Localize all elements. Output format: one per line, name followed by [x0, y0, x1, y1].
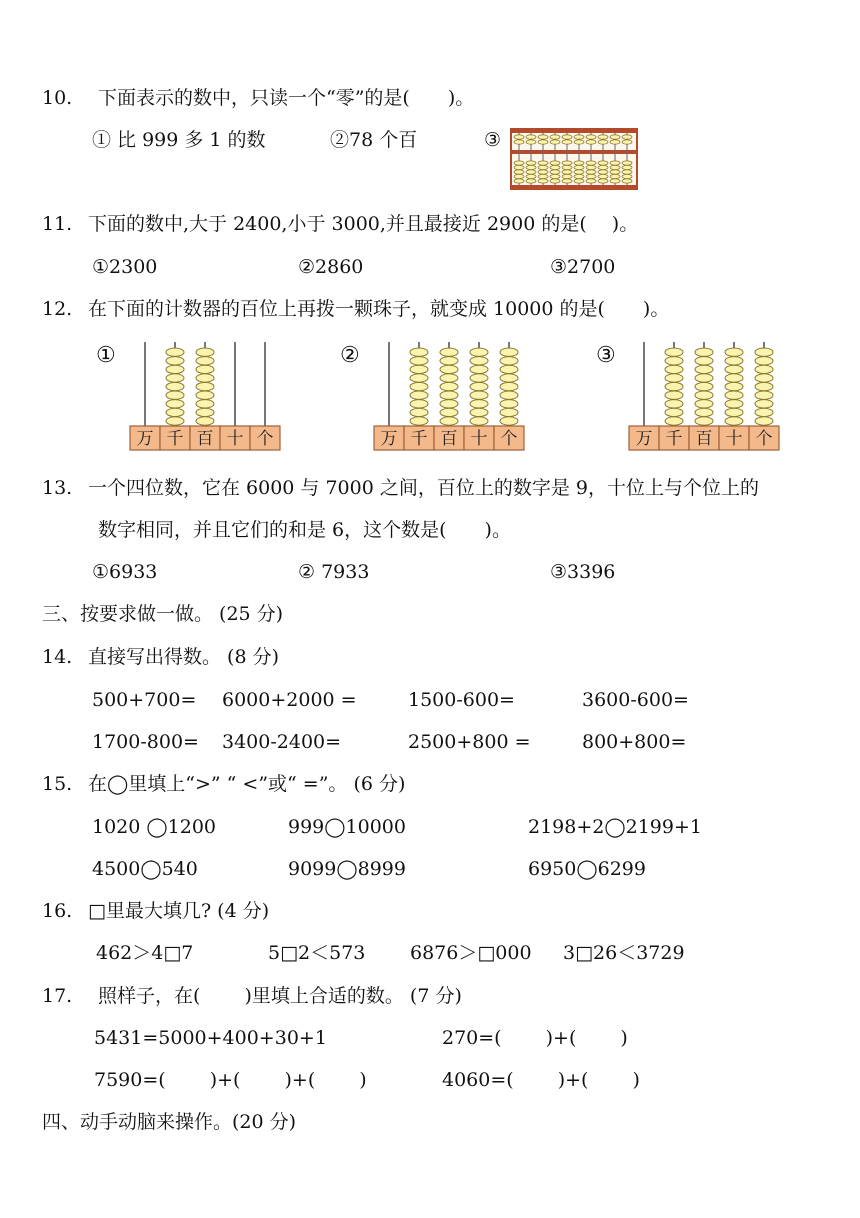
q13-number: 13.	[42, 477, 73, 499]
q17-r2-c1: 7590=( )+( )+( )	[94, 1069, 367, 1091]
counter-bead	[725, 382, 743, 390]
abacus-bead	[526, 170, 536, 174]
counter-bead	[695, 417, 713, 425]
q14-r2-c2: 3400-2400=	[222, 731, 342, 753]
q17-text: 照样子，在( )里填上合适的数。 (7 分)	[98, 985, 462, 1007]
counter-bead	[166, 400, 184, 408]
q16-number: 16.	[42, 900, 73, 922]
counter-bead	[440, 382, 458, 390]
abacus-bead	[574, 161, 584, 165]
abacus-bead	[622, 140, 632, 144]
abacus-bead	[550, 174, 560, 178]
counter-bead	[196, 391, 214, 399]
q17-r1-c1: 5431=5000+400+30+1	[94, 1027, 327, 1049]
counter-bead	[695, 348, 713, 356]
counter-bead	[755, 382, 773, 390]
abacus-bead	[610, 140, 620, 144]
counter-bead	[470, 348, 488, 356]
abacus-bead	[550, 179, 560, 183]
counter-place-label: 千	[665, 429, 683, 449]
q13-line-1: 一个四位数，它在 6000 与 7000 之间，百位上的数字是 9，十位上与个位上的	[88, 477, 759, 499]
q11-option-2: ②2860	[298, 256, 364, 278]
abacus-bead	[550, 140, 560, 144]
counter-2-marker: ②	[340, 343, 360, 368]
counter-bead	[470, 417, 488, 425]
abacus-bead	[574, 179, 584, 183]
counter-bead	[196, 408, 214, 416]
q15-r1-c2: 999◯10000	[288, 816, 406, 838]
abacus-bead	[526, 140, 536, 144]
counter-bead	[410, 374, 428, 382]
q11-number: 11.	[42, 213, 73, 235]
abacus-bead	[622, 135, 632, 139]
counter-bead	[410, 408, 428, 416]
abacus-bead	[598, 174, 608, 178]
abacus-bead	[622, 170, 632, 174]
counter-bead	[196, 417, 214, 425]
counter-3	[627, 340, 783, 452]
q17-r1-c2: 270=( )+( )	[442, 1027, 628, 1049]
counter-bead	[500, 357, 518, 365]
abacus-bead	[610, 161, 620, 165]
counter-bead	[500, 365, 518, 373]
abacus-bead	[598, 161, 608, 165]
counter-bead	[665, 417, 683, 425]
q15-r1-c3: 2198+2◯2199+1	[528, 816, 702, 838]
q13-line-2: 数字相同，并且它们的和是 6，这个数是( )。	[98, 519, 511, 541]
counter-bead	[695, 391, 713, 399]
q11-text: 下面的数中,大于 2400,小于 3000,并且最接近 2900 的是( )。	[88, 213, 639, 235]
counter-bead	[166, 417, 184, 425]
q13-option-2: ② 7933	[298, 561, 370, 583]
abacus-bead	[514, 140, 524, 144]
counter-place-label: 千	[166, 429, 184, 449]
q12-number: 12.	[42, 298, 73, 320]
counter-bead	[725, 365, 743, 373]
counter-bead	[196, 357, 214, 365]
counter-bead	[725, 357, 743, 365]
abacus-bead	[586, 140, 596, 144]
abacus-bead	[514, 161, 524, 165]
counter-bead	[470, 365, 488, 373]
counter-bead	[196, 365, 214, 373]
counter-bead	[665, 348, 683, 356]
q14-r2-c3: 2500+800 =	[408, 731, 531, 753]
counter-bead	[440, 391, 458, 399]
q16-item-1: 462＞4□7	[96, 942, 194, 964]
counter-bead	[440, 374, 458, 382]
counter-bead	[410, 365, 428, 373]
q10-option-2: ②78 个百	[330, 129, 418, 151]
counter-bead	[470, 374, 488, 382]
counter-bead	[440, 357, 458, 365]
counter-bead	[440, 400, 458, 408]
counter-bead	[695, 400, 713, 408]
abacus-bead	[574, 165, 584, 169]
q12-text: 在下面的计数器的百位上再拨一颗珠子，就变成 10000 的是( )。	[88, 298, 670, 320]
abacus-bead	[598, 135, 608, 139]
counter-bead	[470, 357, 488, 365]
counter-bead	[500, 400, 518, 408]
abacus-bead	[622, 179, 632, 183]
abacus-bead	[586, 170, 596, 174]
counter-bead	[470, 382, 488, 390]
q16-item-3: 6876＞□000	[410, 942, 532, 964]
counter-bead	[410, 391, 428, 399]
abacus-bead	[562, 179, 572, 183]
counter-bead	[196, 374, 214, 382]
counter-1-marker: ①	[96, 343, 116, 368]
section-3-heading: 三、按要求做一做。 (25 分)	[42, 603, 284, 625]
counter-bead	[755, 391, 773, 399]
q13-option-3: ③3396	[550, 561, 616, 583]
abacus-bead	[538, 174, 548, 178]
q17-number: 17.	[42, 985, 73, 1007]
counter-bead	[695, 408, 713, 416]
q13-option-1: ①6933	[92, 561, 158, 583]
counter-bead	[755, 348, 773, 356]
counter-bead	[410, 417, 428, 425]
counter-bead	[755, 408, 773, 416]
q10-number: 10.	[42, 87, 73, 109]
abacus-bead	[622, 174, 632, 178]
q14-text: 直接写出得数。 (8 分)	[88, 646, 279, 668]
abacus-bead	[586, 165, 596, 169]
q16-item-2: 5□2＜573	[268, 942, 366, 964]
q15-r2-c3: 6950◯6299	[528, 858, 646, 880]
q15-r2-c2: 9099◯8999	[288, 858, 406, 880]
counter-bead	[665, 365, 683, 373]
counter-bead	[440, 417, 458, 425]
abacus-image	[510, 128, 638, 190]
abacus-bead	[598, 140, 608, 144]
counter-bead	[470, 391, 488, 399]
abacus-bead	[598, 179, 608, 183]
q14-r1-c4: 3600-600=	[582, 689, 689, 711]
counter-bead	[500, 391, 518, 399]
counter-bead	[665, 374, 683, 382]
abacus-bead	[562, 135, 572, 139]
abacus-bead	[526, 135, 536, 139]
counter-bead	[500, 374, 518, 382]
counter-bead	[695, 357, 713, 365]
abacus-bead	[550, 161, 560, 165]
counter-bead	[665, 391, 683, 399]
counter-bead	[755, 417, 773, 425]
counter-bead	[695, 374, 713, 382]
q14-r1-c2: 6000+2000 =	[222, 689, 357, 711]
counter-bead	[196, 400, 214, 408]
counter-bead	[440, 408, 458, 416]
counter-bead	[440, 365, 458, 373]
q14-number: 14.	[42, 646, 73, 668]
counter-place-label: 十	[226, 429, 244, 449]
counter-bead	[196, 348, 214, 356]
counter-bead	[166, 391, 184, 399]
counter-place-label: 万	[635, 429, 653, 449]
counter-bead	[755, 400, 773, 408]
counter-bead	[665, 382, 683, 390]
abacus-bead	[622, 161, 632, 165]
counter-bead	[755, 357, 773, 365]
abacus-bead	[550, 135, 560, 139]
q15-r2-c1: 4500◯540	[92, 858, 198, 880]
counter-bead	[166, 365, 184, 373]
counter-bead	[166, 374, 184, 382]
abacus-bead	[538, 140, 548, 144]
abacus-bead	[598, 165, 608, 169]
counter-bead	[470, 408, 488, 416]
counter-bead	[410, 382, 428, 390]
counter-place-label: 百	[695, 429, 713, 449]
abacus-bead	[526, 161, 536, 165]
counter-bead	[470, 400, 488, 408]
abacus-bead	[610, 165, 620, 169]
counter-place-label: 十	[725, 429, 743, 449]
abacus-bead	[610, 174, 620, 178]
abacus-bead	[610, 170, 620, 174]
counter-bead	[196, 382, 214, 390]
counter-bead	[410, 357, 428, 365]
q14-r1-c3: 1500-600=	[408, 689, 515, 711]
abacus-bead	[538, 170, 548, 174]
abacus-bead	[562, 140, 572, 144]
abacus-bead	[562, 165, 572, 169]
abacus-bead	[514, 165, 524, 169]
counter-place-label: 百	[196, 429, 214, 449]
counter-place-label: 万	[136, 429, 154, 449]
q17-r2-c2: 4060=( )+( )	[442, 1069, 640, 1091]
counter-bead	[725, 348, 743, 356]
abacus-bead	[574, 170, 584, 174]
counter-place-label: 百	[440, 429, 458, 449]
counter-place-label: 个	[500, 429, 518, 449]
abacus-bead	[610, 179, 620, 183]
abacus-bead	[574, 135, 584, 139]
q15-r1-c1: 1020 ◯1200	[92, 816, 217, 838]
counter-bead	[500, 382, 518, 390]
counter-bead	[166, 357, 184, 365]
abacus-bead	[538, 165, 548, 169]
counter-1	[128, 340, 284, 452]
counter-bead	[755, 374, 773, 382]
abacus-bead	[538, 161, 548, 165]
q14-r2-c4: 800+800=	[582, 731, 687, 753]
abacus-bead	[586, 179, 596, 183]
counter-bead	[725, 417, 743, 425]
q11-option-3: ③2700	[550, 256, 616, 278]
abacus-bead	[550, 165, 560, 169]
abacus-bead	[574, 140, 584, 144]
q14-r2-c1: 1700-800=	[92, 731, 199, 753]
q10-option-3-marker: ③	[484, 129, 502, 151]
abacus-bead	[562, 170, 572, 174]
counter-bead	[725, 391, 743, 399]
abacus-bead	[550, 170, 560, 174]
abacus-bead	[562, 174, 572, 178]
counter-bead	[500, 417, 518, 425]
abacus-bead	[586, 174, 596, 178]
counter-bead	[166, 382, 184, 390]
counter-bead	[166, 408, 184, 416]
abacus-bead	[610, 135, 620, 139]
counter-bead	[695, 382, 713, 390]
counter-2	[372, 340, 528, 452]
q10-option-1: ① 比 999 多 1 的数	[92, 129, 266, 151]
abacus-bead	[538, 179, 548, 183]
counter-bead	[665, 357, 683, 365]
abacus-bead	[562, 161, 572, 165]
counter-bead	[695, 365, 713, 373]
abacus-bead	[622, 165, 632, 169]
counter-bead	[500, 408, 518, 416]
counter-3-marker: ③	[596, 343, 616, 368]
q15-text: 在◯里填上“>” “ <”或“ =”。 (6 分)	[88, 773, 406, 795]
counter-place-label: 个	[755, 429, 773, 449]
q10-text: 下面表示的数中，只读一个“零”的是( )。	[98, 87, 475, 109]
counter-bead	[665, 408, 683, 416]
counter-bead	[755, 365, 773, 373]
q11-option-1: ①2300	[92, 256, 158, 278]
abacus-bead	[526, 174, 536, 178]
counter-bead	[665, 400, 683, 408]
section-4-heading: 四、动手动脑来操作。(20 分)	[42, 1111, 297, 1133]
counter-bead	[725, 374, 743, 382]
q16-item-4: 3□26＜3729	[563, 942, 685, 964]
q14-r1-c1: 500+700=	[92, 689, 197, 711]
counter-place-label: 个	[256, 429, 274, 449]
counter-bead	[410, 400, 428, 408]
abacus-bead	[514, 179, 524, 183]
abacus-bead	[598, 170, 608, 174]
abacus-bead	[526, 165, 536, 169]
counter-bead	[725, 408, 743, 416]
abacus-bead	[538, 135, 548, 139]
abacus-bead	[514, 174, 524, 178]
counter-bead	[166, 348, 184, 356]
abacus-bead	[526, 179, 536, 183]
counter-bead	[440, 348, 458, 356]
abacus-bead	[514, 170, 524, 174]
abacus-bead	[586, 135, 596, 139]
counter-place-label: 十	[470, 429, 488, 449]
counter-place-label: 千	[410, 429, 428, 449]
q15-number: 15.	[42, 773, 73, 795]
q16-text: □里最大填几? (4 分)	[88, 900, 270, 922]
counter-bead	[500, 348, 518, 356]
abacus-bead	[514, 135, 524, 139]
counter-bead	[725, 400, 743, 408]
abacus-bead	[574, 174, 584, 178]
abacus-bead	[586, 161, 596, 165]
counter-place-label: 万	[380, 429, 398, 449]
counter-bead	[410, 348, 428, 356]
